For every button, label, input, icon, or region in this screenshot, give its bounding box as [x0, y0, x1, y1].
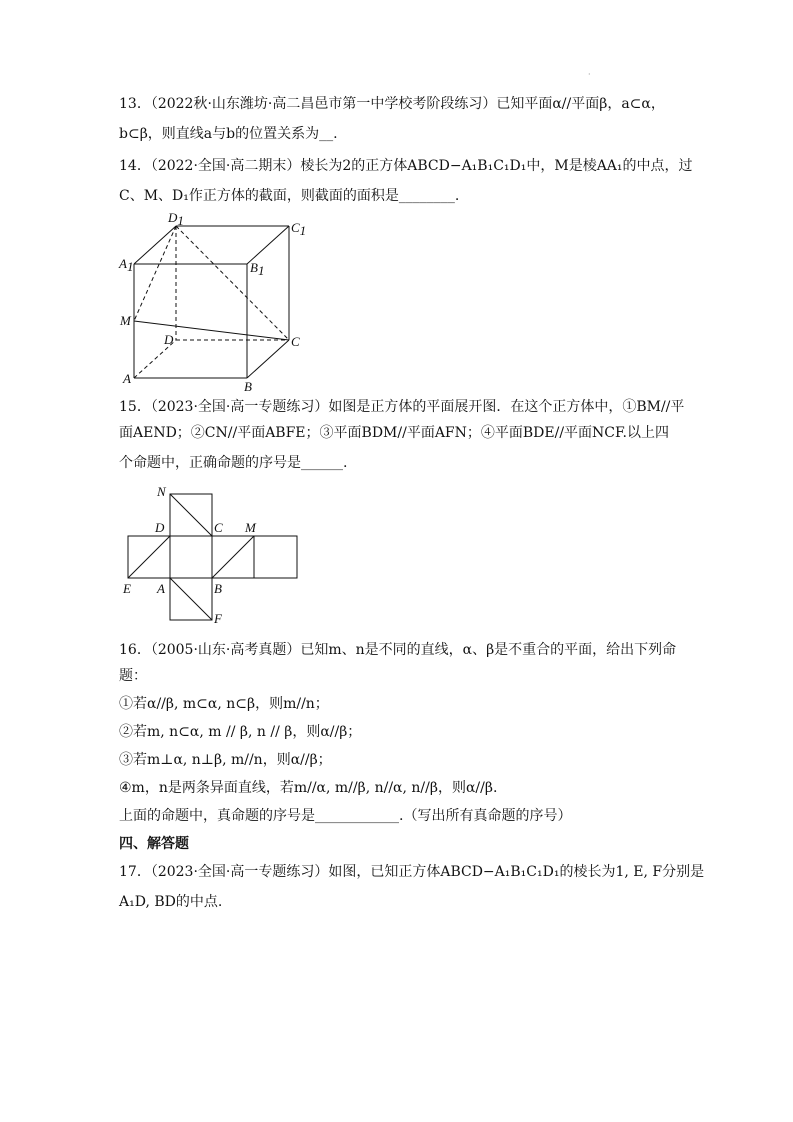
label-b1: B1 — [250, 260, 265, 278]
diagonal-e-d — [128, 536, 170, 578]
net-label-c: C — [214, 520, 223, 535]
page-dot: · — [588, 70, 591, 79]
q15-line-2: 面AEND；②CN//平面ABFE；③平面BDM//平面AFN；④平面BDE//平面NCF.以上四 — [119, 425, 669, 441]
q17-line-1: 17．（2023·全国·高一专题练习）如图，已知正方体ABCD−A₁B₁C₁D₁的棱长为1, E, F分别是 — [119, 864, 705, 880]
q13-line-1: 13．（2022秋·山东潍坊·高二昌邑市第一中学校考阶段练习）已知平面α//平面β，a⊂α， — [119, 96, 665, 112]
edge-b-c — [247, 340, 289, 378]
net-square-2 — [170, 536, 212, 578]
diagonal-b-m — [212, 536, 254, 578]
q13-line-2: b⊂β，则直线a与b的位置关系为__. — [119, 126, 338, 142]
q16-proposition-3: ③若m⊥α, n⊥β, m//n，则α//β； — [119, 752, 332, 768]
diagonal-n-c — [170, 494, 212, 536]
label-d: D — [164, 332, 174, 347]
q14-line-2: C、M、D₁作正方体的截面，则截面的面积是________. — [119, 188, 460, 204]
q17-line-2: A₁D, BD的中点. — [119, 894, 223, 910]
q15-line-3: 个命题中，正确命题的序号是______. — [119, 455, 348, 471]
label-a: A — [123, 371, 131, 386]
net-square-4 — [254, 536, 297, 578]
q16-proposition-2: ②若m, n⊂α, m // β, n // β，则α//β； — [119, 724, 362, 740]
net-label-f: F — [214, 611, 222, 626]
net-label-n: N — [157, 484, 166, 499]
edge-a1-d1 — [134, 226, 176, 264]
label-c1: C1 — [291, 220, 307, 238]
segment-m-c — [134, 321, 289, 340]
net-label-a: A — [157, 581, 165, 596]
net-label-m: M — [245, 520, 256, 535]
net-label-e: E — [123, 581, 131, 596]
dashed-d1-c — [176, 226, 289, 340]
q16-line-1: 16．（2005·山东·高考真题）已知m、n是不同的直线，α、β是不重合的平面，给出下列命 — [119, 642, 677, 658]
edge-c1-b1 — [247, 226, 289, 264]
label-b: B — [244, 379, 252, 394]
q15-line-1: 15．（2023·全国·高一专题练习）如图是正方体的平面展开图．在这个正方体中，①BM//平 — [119, 399, 685, 415]
dashed-d1-m — [134, 226, 176, 321]
q16-answer-line: 上面的命题中，真命题的序号是____________.（写出所有真命题的序号） — [119, 808, 572, 824]
q16-line-2: 题： — [119, 668, 147, 684]
diagonal-a-f — [170, 578, 212, 620]
net-label-d: D — [155, 520, 165, 535]
q16-proposition-1: ①若α//β, m⊂α, n⊂β，则m//n； — [119, 696, 329, 712]
label-m: M — [120, 313, 131, 328]
section-heading: 四、解答题 — [119, 836, 189, 852]
net-label-b: B — [214, 581, 222, 596]
cube-net-figure — [118, 480, 308, 630]
q16-proposition-4: ④m，n是两条异面直线，若m//α, m//β, n//α, n//β，则α//β. — [119, 780, 498, 796]
label-d1: D1 — [168, 210, 184, 228]
cube-figure — [110, 205, 310, 395]
label-a1: A1 — [119, 256, 134, 274]
label-c: C — [291, 334, 300, 349]
q14-line-1: 14．（2022·全国·高二期末）棱长为2的正方体ABCD−A₁B₁C₁D₁中，M是棱AA₁的中点，过 — [119, 158, 693, 174]
